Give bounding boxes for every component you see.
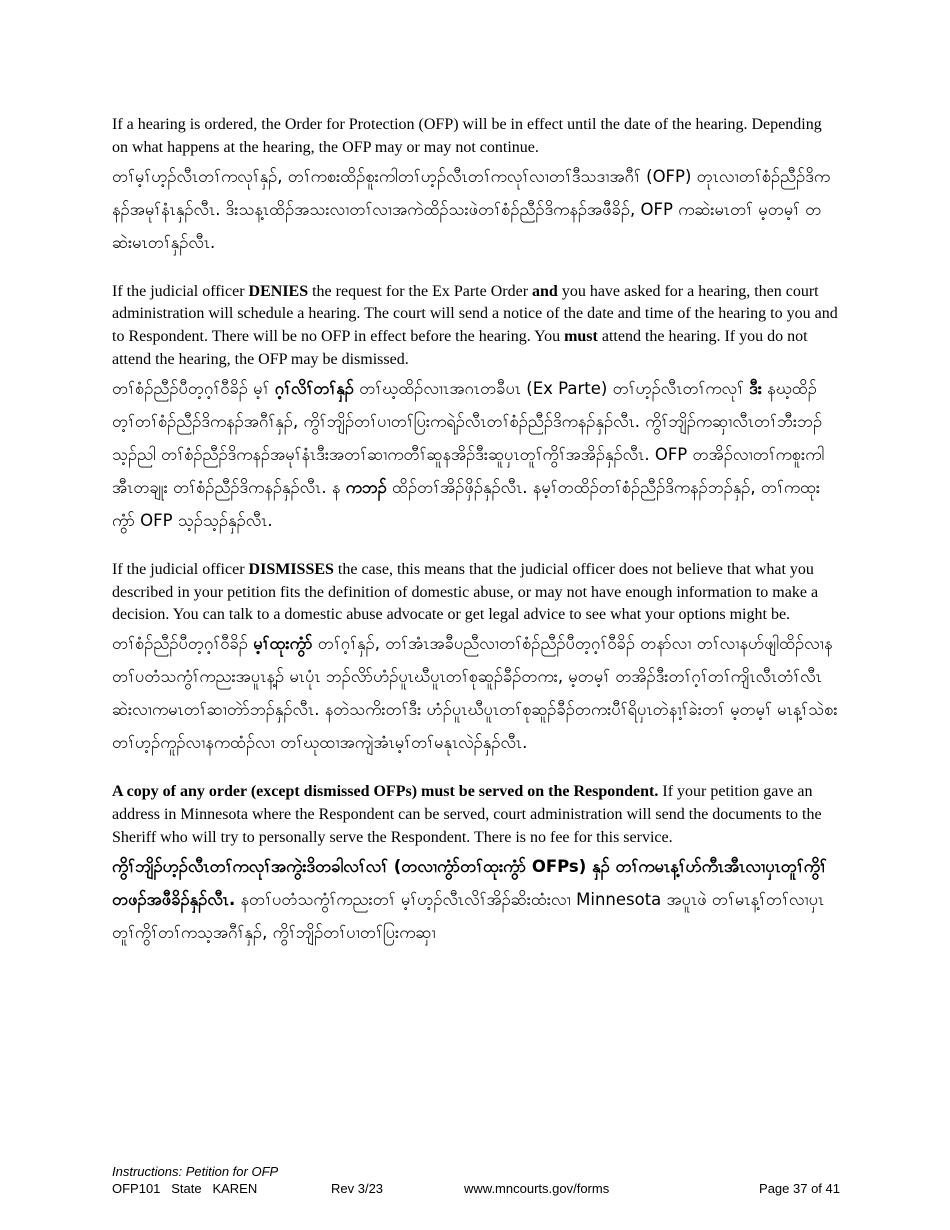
- paragraph-copy-served: [112, 781, 838, 948]
- document-body: [112, 114, 838, 971]
- footer-document-title: Instructions: Petition for OFP: [112, 1164, 279, 1179]
- paragraph-dismisses: [112, 559, 838, 759]
- english-text: If the judicial officer DENIES the request for the Ex Parte Order and you have asked for a hearing, then court administration will schedule a hearing. The court will send a notice of the date and time of the hearing to you and to Respondent. There will be no OFP in effect before the hearing. You must attend the hearing. If you do not attend the hearing, the OFP may be dismissed.: [112, 282, 838, 368]
- english-text: If a hearing is ordered, the Order for Protection (OFP) will be in effect until the date of the hearing. Depending on what happens at the hearing, the OFP may or may not continue.: [112, 116, 822, 156]
- footer-revision: Rev 3/23: [331, 1181, 384, 1196]
- karen-text: တၢ်စံၣ်ညီၣ်ပီတ့ဂ့ၢ်ဝီခိၣ် မ့ၢ်ထုးကွံာ် တၢ်ဂ့ၢ်နှၣ်, တၢ်အံၤအခီပညီလၢတၢ်စံၣ်ညီၣ်ပီတ့ဂ့ၢ်ဝီခိၣ် တနာ်လၢ တၢ်လၢနဟ်ဖျါထိၣ်လၢနတၢ်ပတံသကွံၢ်ကညးအပူၤန့ၣ် မၤပုံၤ ဘၣ်လိာ်ဟံၣ်ပူၤဃီပူၤတၢ်စုဆူၣ်ခီၣ်တကး, မ့တမ့ၢ် တအိၣ်ဒီးတၢ်ဂ့ၢ်တၢ်ကျိၤလီၤတံၢ်လီၤဆဲးလၢကမၤတၢ်ဆၢတဲာ်ဘၣ်နှၣ်လီၤ. နတဲသကိးတၢ်ဒီး ဟံၣ်ပူၤဃီပူၤတၢ်စုဆူၣ်ခီၣ်တကးပီၢ်ရိပှၤတဲနၢ့ၢ်ခဲးတၢ် မ့တမ့ၢ် မၤန့ၢ်သဲစးတၢ်ဟ့ၣ်ကူၣ်လၢနကထံၣ်လၢ တၢ်ဃုထၢအကျဲအံၤမ့ၢ်တၢ်မနုၤလဲၣ်နှၣ်လီၤ.: [112, 634, 838, 753]
- karen-text: ကွိၢ်ဘျိၣ်ဟ့ၣ်လီၤတၢ်ကလုၢ်အကွဲးဒိတခါလၢ်လၢ် (တလၢကွံာ်တၢ်ထုးကွံာ် OFPs) နှၣ် တၢ်ကမၤန့ၢ်ဟ်ကီၤအီၤလၢပှၤတူၢ်ကွိၢ်တဖၣ်အဖီခိၣ်နှၣ်လီၤ. နတၢ်ပတံသကွံၢ်ကညးတၢ် မ့ၢ်ဟ့ၣ်လီၤလိၢ်အိၣ်ဆိးထံးလၢ Minnesota အပူၤဖဲ တၢ်မၤန့ၢ်တၢ်လၢပှၤတူၢ်ကွိၢ်တၢ်ကသ့အဂီၢ်နှၣ်, ကွိၢ်ဘျိၣ်တၢ်ပၢတၢ်ပြးကဆှၢ: [112, 856, 827, 942]
- english-text: A copy of any order (except dismissed OFPs) must be served on the Respondent. If your petition gave an address in Minnesota where the Respondent can be served, court administration will send the documents to the Sheriff who will try to personally serve the Respondent. There is no fee for this service.: [112, 783, 822, 846]
- footer-row: [112, 1180, 840, 1197]
- english-text: If the judicial officer DISMISSES the case, this means that the judicial officer does not believe that what you described in your petition fits the definition of domestic abuse, or may not have enough information to make a decision. You can talk to a domestic abuse advocate or get legal advice to see what your options might be.: [112, 560, 819, 624]
- footer-page-number: Page 37 of 41: [759, 1181, 840, 1196]
- paragraph-hearing-ordered: [112, 114, 838, 259]
- karen-text: တၢ်မ့ၢ်ဟ့ၣ်လီၤတၢ်ကလုၢ်နှၣ်, တၢ်ကစးထိၣ်စူးကါတၢ်ဟ့ၣ်လီၤတၢ်ကလုၢ်လၢတၢ်ဒီသဒၢအဂီၢ် (OFP) တုၤလၢတၢ်စံၣ်ညီၣ်ဒိကနၣ်အမုၢ်နံၤနှၣ်လီၤ. ဒိးသန့ၤထိၣ်အသးလၢတၢ်လၢအကဲထိၣ်သးဖဲတၢ်စံၣ်ညီၣ်ဒိကနၣ်အဖီခိၣ်, OFP ကဆဲးမၤတၢ် မ့တမ့ၢ် တဆဲးမၤတၢ်နှၣ်လီၤ.: [112, 166, 830, 252]
- footer-url: www.mncourts.gov/forms: [464, 1181, 610, 1196]
- karen-text: တၢ်စံၣ်ညီၣ်ပီတ့ဂ့ၢ်ဝီခိၣ် မ့ၢ် ဂ့ၢ်လိၢ်တၢ်နှၣ် တၢ်ဃ့ထိၣ်လၢၤအဂၤတခီပၤ (Ex Parte) တၢ်ဟ့ၣ်လီၤတၢ်ကလုၢ် ဒီး နဃ့ထိၣ်တ့ၢ်တၢ်စံၣ်ညီၣ်ဒိကနၣ်အဂီၢ်နှၣ်, ကွိၢ်ဘျိၣ်တၢ်ပၢတၢ်ပြးကရဲၣ်လီၤတၢ်စံၣ်ညီၣ်ဒိကနၣ်နှၣ်လီၤ. ကွိၢ်ဘျိၣ်ကဆှၢလီၤတၢ်ဘီးဘၣ်သ့ၣ်ညါ တၢ်စံၣ်ညီၣ်ဒိကနၣ်အမုၢ်နံၤဒီးအတၢ်ဆၢကတီၢ်ဆူနအိၣ်ဒီးဆူပှၤတူၢ်ကွိၢ်အအိၣ်နှၣ်လီၤ. OFP တအိၣ်လၢတၢ်ကစူးကါအီၤတချုး တၢ်စံၣ်ညီၣ်ဒိကနၣ်နှၣ်လီၤ. န ကဘၣ် ထိၣ်တၢ်အိၣ်ဖှိၣ်နှၣ်လီၤ. နမ့ၢ်တထိၣ်တၢ်စံၣ်ညီၣ်ဒိကနၣ်ဘၣ်နှၣ်, တၢ်ကထုးကွံာ် OFP သ့ၣ်သ့ၣ်နှၣ်လီၤ.: [112, 378, 825, 530]
- footer-form-id: OFP101 State KAREN: [112, 1181, 258, 1196]
- page-footer: [112, 1163, 840, 1197]
- paragraph-denies: [112, 281, 838, 537]
